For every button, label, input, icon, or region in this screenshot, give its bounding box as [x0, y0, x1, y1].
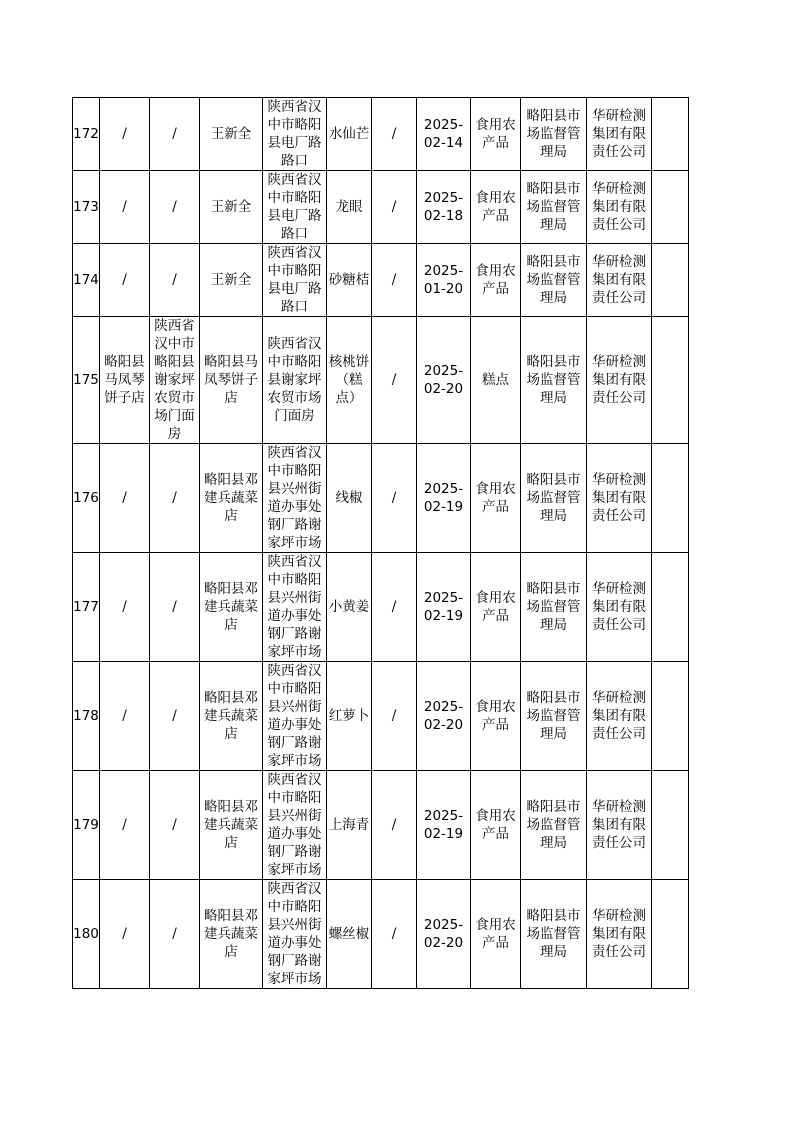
specification-text: /: [391, 199, 397, 215]
task-source: [521, 553, 587, 662]
row-number-text: 175: [73, 372, 99, 388]
task-source: [521, 317, 587, 444]
sampled-entity-text: 略阳县邓建兵蔬菜店: [204, 799, 258, 851]
food-category: [471, 244, 521, 317]
producer-address-text: /: [172, 126, 177, 142]
sample-name: [327, 244, 372, 317]
sampled-entity-address: [263, 771, 327, 880]
row-number: [73, 317, 100, 444]
producer-name: [100, 98, 150, 171]
production-date: [417, 98, 471, 171]
row-number-text: 177: [73, 599, 99, 615]
task-source-text: 略阳县市场监督管理局: [526, 581, 581, 633]
producer-name: [100, 444, 150, 553]
producer-address-text: /: [172, 926, 177, 942]
sample-name: [327, 444, 372, 553]
sample-name-text: 线椒: [335, 490, 363, 506]
testing-agency-text: 华研检测集团有限责任公司: [592, 354, 646, 406]
food-category: [471, 771, 521, 880]
row-number: [73, 662, 100, 771]
sampled-entity-address-text: 陕西省汉中市略阳县电厂路路口: [267, 245, 322, 315]
sample-name: [327, 662, 372, 771]
task-source-text: 略阳县市场监督管理局: [526, 354, 581, 406]
testing-agency: [587, 880, 652, 989]
specification: [372, 880, 417, 989]
producer-address-text: /: [172, 272, 177, 288]
producer-address: [150, 98, 200, 171]
sampled-entity-address: [263, 662, 327, 771]
production-date: [417, 444, 471, 553]
producer-name-text: /: [122, 926, 127, 942]
row-number-text: 178: [73, 708, 99, 724]
production-date: [417, 662, 471, 771]
producer-address: [150, 171, 200, 244]
producer-name-text: /: [122, 490, 127, 506]
producer-address: [150, 553, 200, 662]
producer-address: [150, 662, 200, 771]
table-row: [73, 317, 689, 444]
testing-agency: [587, 98, 652, 171]
sampled-entity: [200, 244, 263, 317]
sampled-entity: [200, 171, 263, 244]
sample-name-text: 螺丝椒: [328, 926, 370, 942]
row-number: [73, 553, 100, 662]
sampled-entity-text: 王新全: [210, 126, 252, 142]
sampled-entity-text: 略阳县邓建兵蔬菜店: [204, 581, 258, 633]
food-category-text: 食用农产品: [475, 117, 516, 151]
producer-address-text: /: [172, 708, 177, 724]
testing-agency-text: 华研检测集团有限责任公司: [592, 254, 646, 306]
sampled-entity-address-text: 陕西省汉中市略阳县兴州街道办事处钢厂路谢家坪市场: [267, 663, 322, 769]
table-row: [73, 444, 689, 553]
row-number: [73, 771, 100, 880]
food-category-text: 食用农产品: [475, 590, 516, 624]
specification-text: /: [391, 708, 397, 724]
production-date: [417, 771, 471, 880]
producer-name: [100, 244, 150, 317]
sample-name-text: 核桃饼（糕点）: [328, 354, 370, 406]
remarks: [652, 98, 689, 171]
row-number-text: 172: [73, 126, 99, 142]
sampled-entity-address: [263, 317, 327, 444]
sample-name-text: 砂糖桔: [328, 272, 370, 288]
table-body: [73, 98, 689, 989]
production-date-text: 2025- 02-19: [423, 808, 464, 842]
producer-name-text: /: [122, 817, 127, 833]
task-source-text: 略阳县市场监督管理局: [526, 181, 581, 233]
producer-name: [100, 317, 150, 444]
task-source-text: 略阳县市场监督管理局: [526, 108, 581, 160]
production-date: [417, 244, 471, 317]
table-row: [73, 171, 689, 244]
sample-name: [327, 171, 372, 244]
sample-name: [327, 880, 372, 989]
specification-text: /: [391, 126, 397, 142]
specification-text: /: [391, 817, 397, 833]
specification: [372, 662, 417, 771]
task-source-text: 略阳县市场监督管理局: [526, 799, 581, 851]
remarks: [652, 317, 689, 444]
production-date-text: 2025- 02-20: [423, 699, 464, 733]
producer-name-text: /: [122, 272, 127, 288]
production-date: [417, 880, 471, 989]
table-row: [73, 98, 689, 171]
specification-text: /: [391, 372, 397, 388]
producer-address: [150, 244, 200, 317]
specification: [372, 771, 417, 880]
food-category-text: 食用农产品: [475, 808, 516, 842]
sampled-entity-address: [263, 98, 327, 171]
testing-agency-text: 华研检测集团有限责任公司: [592, 181, 646, 233]
sample-name: [327, 553, 372, 662]
producer-name-text: /: [122, 599, 127, 615]
sampled-entity: [200, 880, 263, 989]
production-date-text: 2025- 02-19: [423, 481, 464, 515]
producer-name: [100, 771, 150, 880]
sampled-entity-address-text: 陕西省汉中市略阳县电厂路路口: [267, 172, 322, 242]
testing-agency: [587, 317, 652, 444]
task-source-text: 略阳县市场监督管理局: [526, 254, 581, 306]
sampled-entity-address-text: 陕西省汉中市略阳县谢家坪农贸市场门面房: [267, 336, 322, 424]
sampled-entity: [200, 98, 263, 171]
producer-name-text: 略阳县马凤琴饼子店: [104, 354, 145, 406]
remarks: [652, 553, 689, 662]
producer-address-text: /: [172, 599, 177, 615]
production-date-text: 2025- 02-20: [423, 363, 464, 397]
testing-agency-text: 华研检测集团有限责任公司: [592, 581, 646, 633]
food-category-text: 糕点: [482, 372, 509, 388]
row-number: [73, 880, 100, 989]
food-category-text: 食用农产品: [475, 699, 516, 733]
task-source: [521, 98, 587, 171]
production-date-text: 2025- 02-19: [423, 590, 464, 624]
producer-name: [100, 880, 150, 989]
sampled-entity-address-text: 陕西省汉中市略阳县兴州街道办事处钢厂路谢家坪市场: [267, 881, 322, 987]
producer-address: [150, 771, 200, 880]
task-source: [521, 244, 587, 317]
task-source-text: 略阳县市场监督管理局: [526, 908, 581, 960]
table-row: [73, 880, 689, 989]
testing-agency-text: 华研检测集团有限责任公司: [592, 690, 646, 742]
remarks: [652, 171, 689, 244]
sampled-entity-text: 王新全: [210, 199, 252, 215]
testing-agency-text: 华研检测集团有限责任公司: [592, 908, 646, 960]
sample-name-text: 上海青: [328, 817, 370, 833]
sampled-entity-text: 王新全: [210, 272, 252, 288]
row-number-text: 174: [73, 272, 99, 288]
table-row: [73, 771, 689, 880]
sampled-entity: [200, 444, 263, 553]
sampled-entity-text: 略阳县邓建兵蔬菜店: [204, 908, 258, 960]
production-date-text: 2025- 02-20: [423, 917, 464, 951]
row-number-text: 176: [73, 490, 99, 506]
task-source: [521, 771, 587, 880]
table-row: [73, 244, 689, 317]
testing-agency: [587, 553, 652, 662]
row-number: [73, 171, 100, 244]
producer-name-text: /: [122, 126, 127, 142]
specification-text: /: [391, 599, 397, 615]
food-category: [471, 171, 521, 244]
sampled-entity-text: 略阳县邓建兵蔬菜店: [204, 690, 258, 742]
testing-agency: [587, 171, 652, 244]
food-category: [471, 317, 521, 444]
sample-name-text: 龙眼: [335, 199, 363, 215]
sampled-entity: [200, 662, 263, 771]
sample-name: [327, 98, 372, 171]
sampled-entity-address-text: 陕西省汉中市略阳县兴州街道办事处钢厂路谢家坪市场: [267, 445, 322, 551]
sampled-entity-address: [263, 880, 327, 989]
producer-name: [100, 662, 150, 771]
testing-agency: [587, 444, 652, 553]
food-category-text: 食用农产品: [475, 481, 516, 515]
producer-address-text: 陕西省汉中市略阳县谢家坪农贸市场门面房: [154, 318, 195, 442]
producer-address: [150, 317, 200, 444]
row-number: [73, 244, 100, 317]
row-number: [73, 444, 100, 553]
food-category: [471, 880, 521, 989]
testing-agency: [587, 244, 652, 317]
sampled-entity: [200, 553, 263, 662]
production-date-text: 2025- 02-14: [423, 117, 464, 151]
producer-address-text: /: [172, 817, 177, 833]
remarks: [652, 771, 689, 880]
sampled-entity: [200, 771, 263, 880]
table-row: [73, 662, 689, 771]
specification: [372, 317, 417, 444]
sampled-entity-address: [263, 171, 327, 244]
specification: [372, 244, 417, 317]
sampled-entity-text: 略阳县邓建兵蔬菜店: [204, 472, 258, 524]
task-source: [521, 662, 587, 771]
sample-name: [327, 317, 372, 444]
food-category: [471, 444, 521, 553]
producer-name: [100, 171, 150, 244]
producer-address-text: /: [172, 199, 177, 215]
sampled-entity-address: [263, 553, 327, 662]
sample-name: [327, 771, 372, 880]
testing-agency: [587, 662, 652, 771]
remarks: [652, 662, 689, 771]
specification-text: /: [391, 926, 397, 942]
specification-text: /: [391, 272, 397, 288]
row-number-text: 179: [73, 817, 99, 833]
producer-address: [150, 444, 200, 553]
specification: [372, 553, 417, 662]
sampled-entity-address-text: 陕西省汉中市略阳县兴州街道办事处钢厂路谢家坪市场: [267, 772, 322, 878]
food-category: [471, 662, 521, 771]
production-date: [417, 317, 471, 444]
sampled-entity-address: [263, 444, 327, 553]
food-category-text: 食用农产品: [475, 190, 516, 224]
row-number: [73, 98, 100, 171]
sampled-entity-address-text: 陕西省汉中市略阳县电厂路路口: [267, 99, 322, 169]
remarks: [652, 244, 689, 317]
specification: [372, 98, 417, 171]
producer-name-text: /: [122, 708, 127, 724]
task-source: [521, 444, 587, 553]
producer-address-text: /: [172, 490, 177, 506]
table-row: [73, 553, 689, 662]
testing-agency-text: 华研检测集团有限责任公司: [592, 799, 646, 851]
testing-agency-text: 华研检测集团有限责任公司: [592, 472, 646, 524]
sampled-entity-address-text: 陕西省汉中市略阳县兴州街道办事处钢厂路谢家坪市场: [267, 554, 322, 660]
production-date: [417, 553, 471, 662]
specification-text: /: [391, 490, 397, 506]
production-date-text: 2025- 02-18: [423, 190, 464, 224]
testing-agency-text: 华研检测集团有限责任公司: [592, 108, 646, 160]
sample-name-text: 红萝卜: [328, 708, 370, 724]
producer-name: [100, 553, 150, 662]
food-category-text: 食用农产品: [475, 263, 516, 297]
row-number-text: 173: [73, 199, 99, 215]
testing-agency: [587, 771, 652, 880]
task-source-text: 略阳县市场监督管理局: [526, 690, 581, 742]
remarks: [652, 444, 689, 553]
specification: [372, 171, 417, 244]
food-category-text: 食用农产品: [475, 917, 516, 951]
producer-address: [150, 880, 200, 989]
sampled-entity: [200, 317, 263, 444]
food-category: [471, 553, 521, 662]
production-date-text: 2025- 01-20: [423, 263, 464, 297]
task-source-text: 略阳县市场监督管理局: [526, 472, 581, 524]
sampling-results-table: [72, 97, 689, 989]
sample-name-text: 小黄姜: [328, 599, 370, 615]
task-source: [521, 171, 587, 244]
specification: [372, 444, 417, 553]
production-date: [417, 171, 471, 244]
row-number-text: 180: [73, 926, 99, 942]
sampled-entity-text: 略阳县马凤琴饼子店: [204, 354, 258, 406]
producer-name-text: /: [122, 199, 127, 215]
sample-name-text: 水仙芒: [328, 126, 370, 142]
food-category: [471, 98, 521, 171]
task-source: [521, 880, 587, 989]
remarks: [652, 880, 689, 989]
sampled-entity-address: [263, 244, 327, 317]
